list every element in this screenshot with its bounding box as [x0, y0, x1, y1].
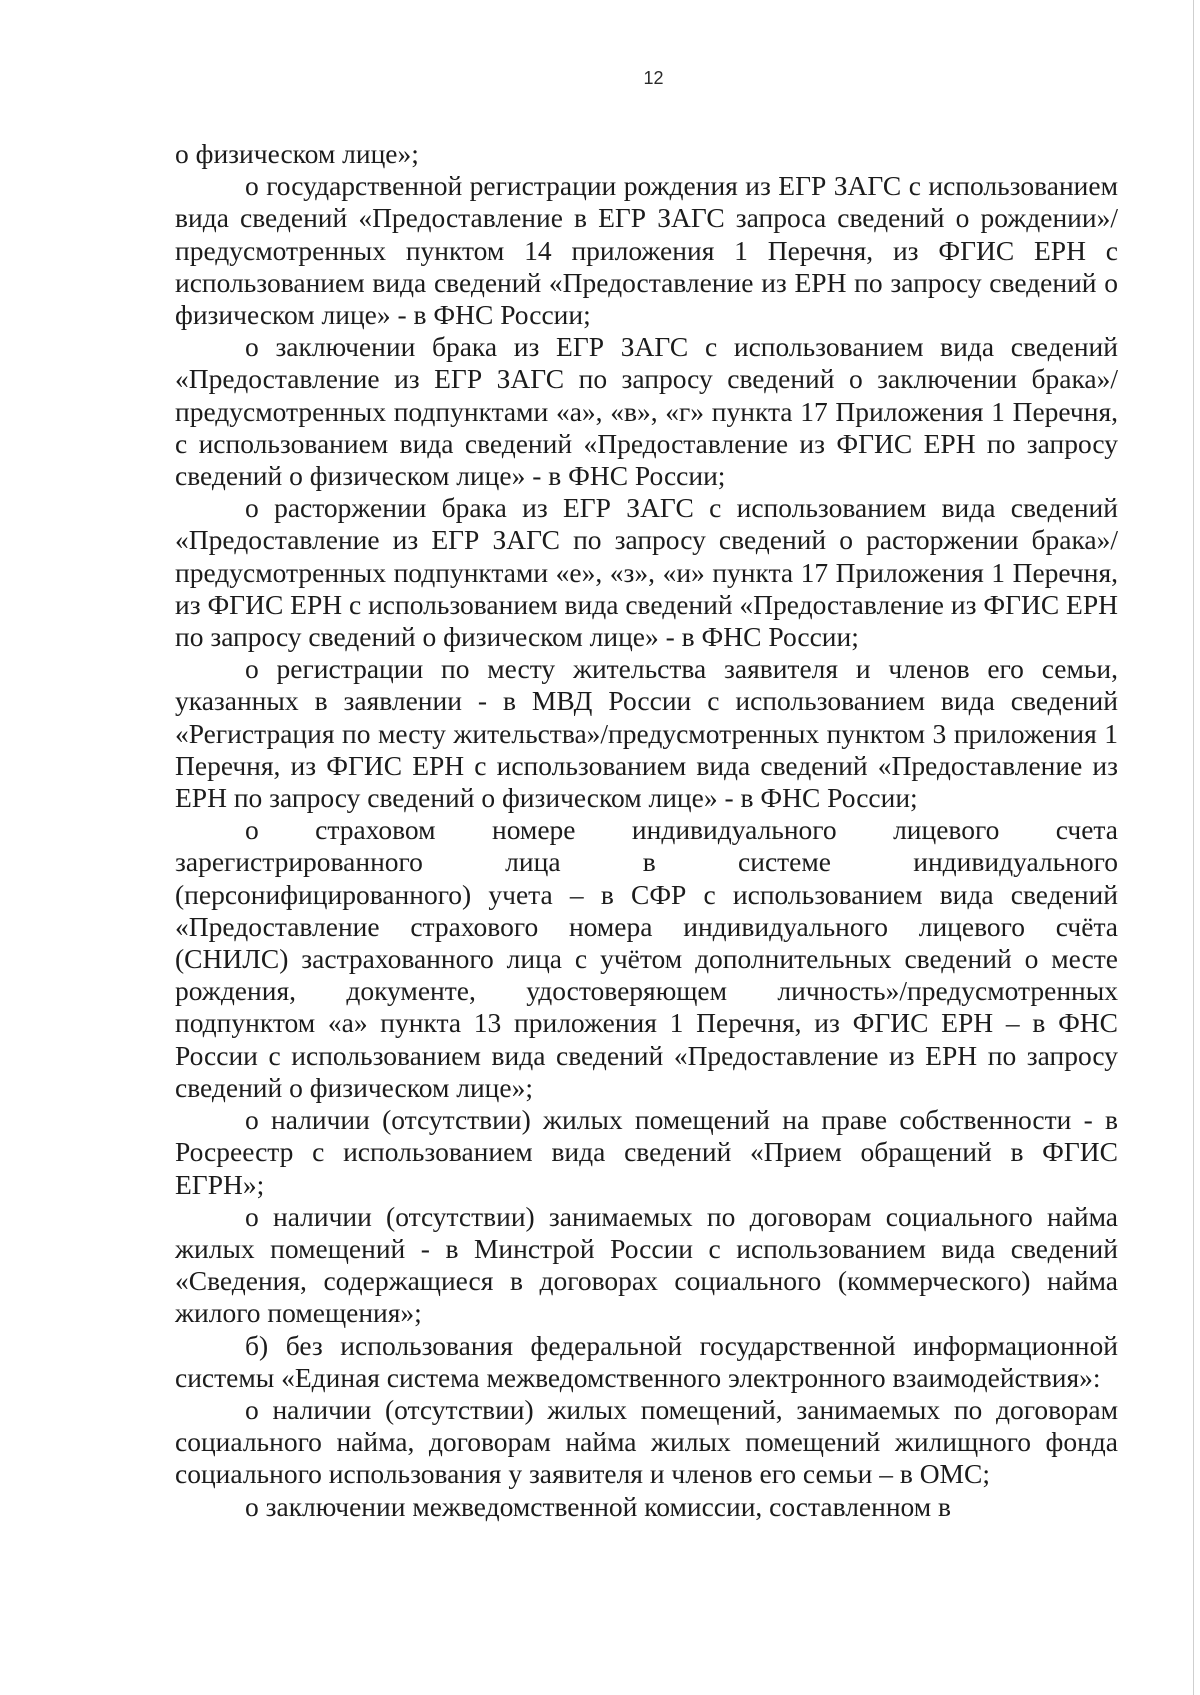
page-number: 12 [643, 68, 664, 88]
paragraph-divorce: о расторжении брака из ЕГР ЗАГС с использованием вида сведений «Предоставление из ЕГР ЗАГС по запросу сведений о расторжении брака»/предусмотренных подпунктами «е», «з», «и» пункта 17 Приложения 1 Перечня, из ФГИС ЕРН с использованием вида сведений «Предоставление из ФГИС ЕРН по запросу сведений о физическом лице» - в ФНС России; [175, 492, 1118, 653]
document-body [175, 138, 1118, 1523]
paragraph-without-smev: б) без использования федеральной государственной информационной системы «Единая система межведомственного электронного взаимодействия»: [175, 1329, 1118, 1393]
paragraph-property-ownership: о наличии (отсутствии) жилых помещений на праве собственности - в Росреестр с использованием вида сведений «Прием обращений в ФГИС ЕГРН»; [175, 1104, 1118, 1200]
page-edge-line [1193, 0, 1194, 1695]
paragraph-social-rent: о наличии (отсутствии) занимаемых по договорам социального найма жилых помещений - в Минстрой России с использованием вида сведений «Сведения, содержащиеся в договорах социального (коммерческого) найма жилого помещения»; [175, 1200, 1118, 1329]
paragraph-oms-housing: о наличии (отсутствии) жилых помещений, занимаемых по договорам социального найма, договорам найма жилых помещений жилищного фонда социального использования у заявителя и членов его семьи – в ОМС; [175, 1393, 1118, 1490]
paragraph-birth-registration: о государственной регистрации рождения из ЕГР ЗАГС с использованием вида сведений «Предоставление в ЕГР ЗАГС запроса сведений о рождении»/предусмотренных пунктом 14 приложения 1 Перечня, из ФГИС ЕРН с использованием вида сведений «Предоставление из ЕРН по запросу сведений о физическом лице» - в ФНС России; [175, 170, 1118, 331]
paragraph-commission: о заключении межведомственной комиссии, составленном в [245, 1490, 952, 1522]
paragraph-marriage: о заключении брака из ЕГР ЗАГС с использованием вида сведений «Предоставление из ЕГР ЗАГС по запросу сведений о заключении брака»/предусмотренных подпунктами «а», «в», «г» пункта 17 Приложения 1 Перечня, с использованием вида сведений «Предоставление из ФГИС ЕРН по запросу сведений о физическом лице» - в ФНС России; [175, 331, 1118, 492]
paragraph-continuation: о физическом лице»; [175, 138, 419, 169]
paragraph-snils: о страховом номере индивидуального лицевого счета зарегистрированного лица в системе индивидуального (персонифицированного) учета – в СФР с использованием вида сведений «Предоставление страхового номера индивидуального лицевого счёта (СНИЛС) застрахованного лица с учётом дополнительных сведений о месте рождения, документе, удостоверяющем личность»/предусмотренных подпунктом «а» пункта 13 приложения 1 Перечня, из ФГИС ЕРН – в ФНС России с использованием вида сведений «Предоставление из ЕРН по запросу сведений о физическом лице»; [175, 814, 1118, 1103]
paragraph-residence-registration: о регистрации по месту жительства заявителя и членов его семьи, указанных в заявлении - в МВД России с использованием вида сведений «Регистрация по месту жительства»/предусмотренных пунктом 3 приложения 1 Перечня, из ФГИС ЕРН с использованием вида сведений «Предоставление из ЕРН по запросу сведений о физическом лице» - в ФНС России; [175, 653, 1118, 814]
